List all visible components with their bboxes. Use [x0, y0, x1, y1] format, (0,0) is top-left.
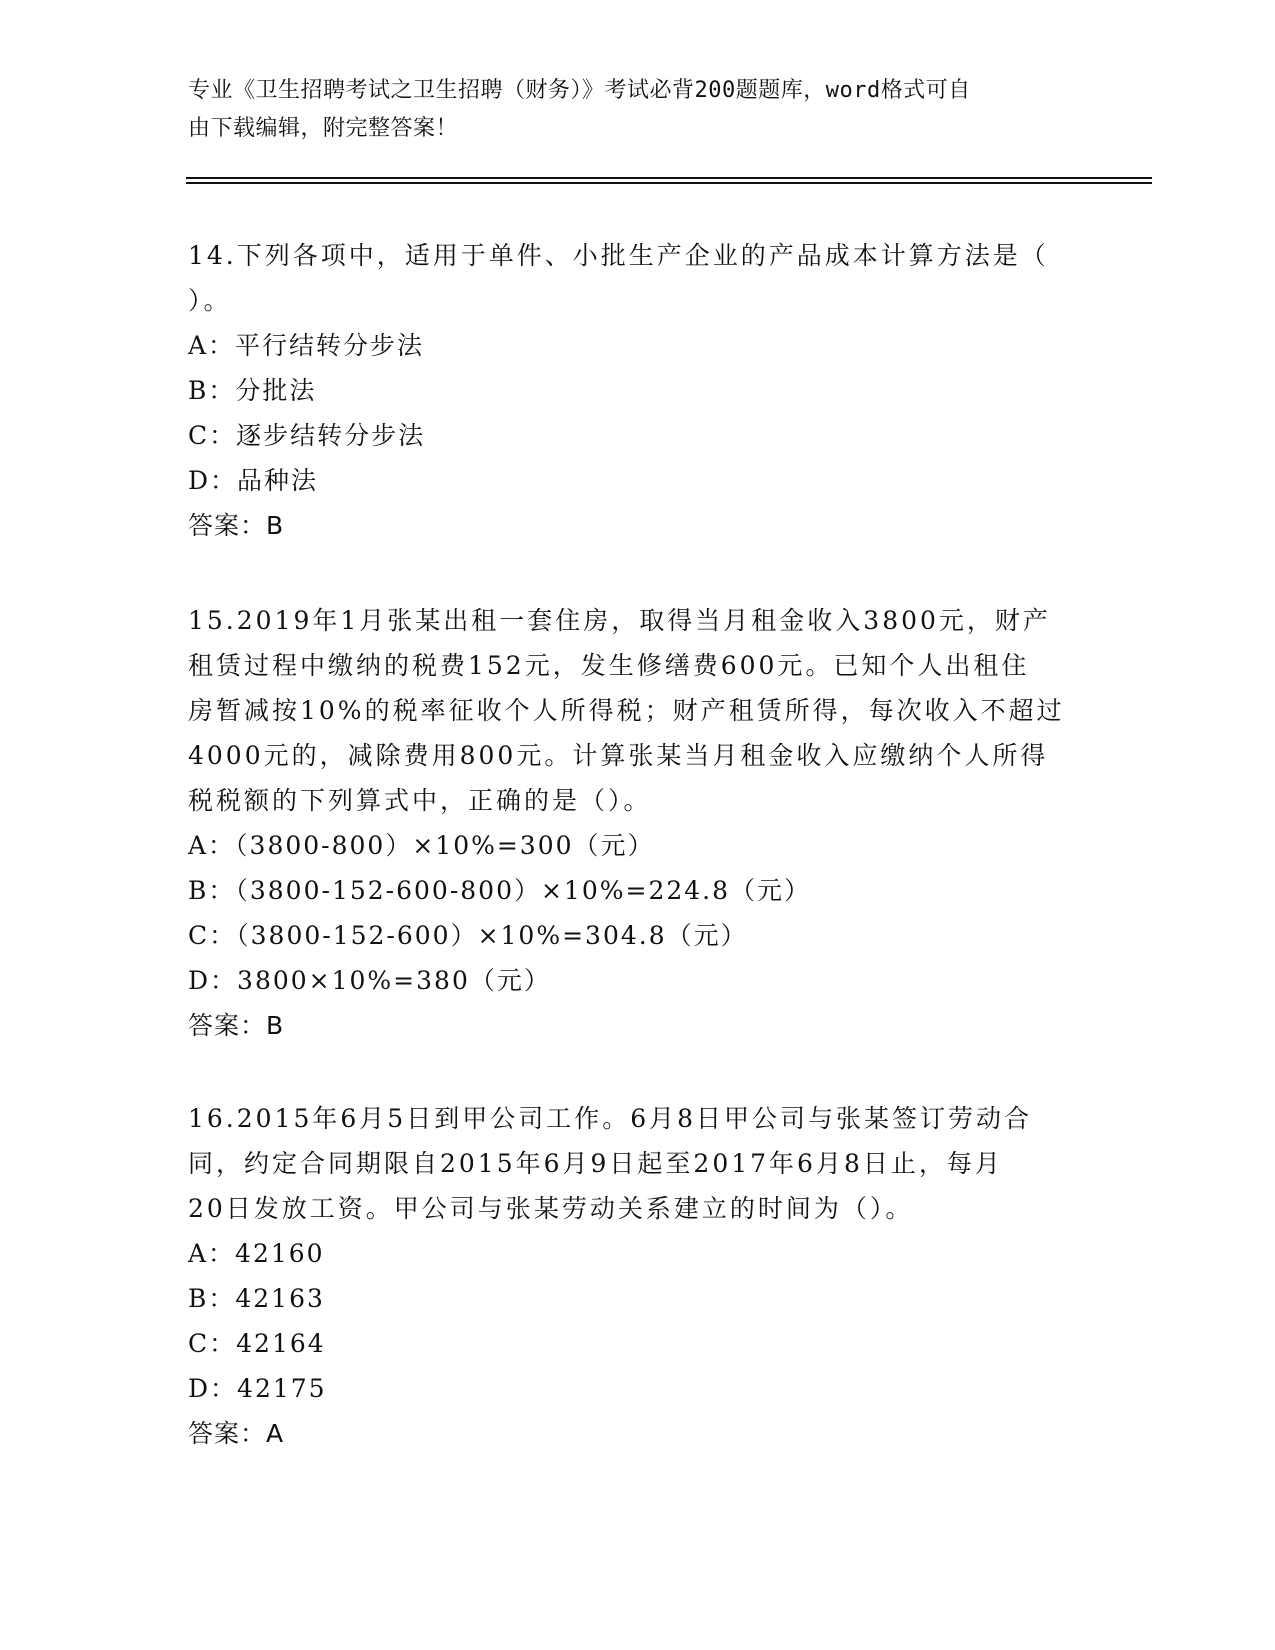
- option-b: B：分批法: [188, 376, 317, 405]
- header-divider-top: [186, 177, 1152, 179]
- answer: 答案：A: [188, 1419, 285, 1448]
- question-stem-line: ）。: [188, 286, 232, 315]
- option-a: A：平行结转分步法: [188, 331, 425, 360]
- question-stem-line: 税税额的下列算式中，正确的是（）。: [188, 786, 652, 815]
- option-a: A：（3800-800）×10%=300（元）: [188, 831, 655, 860]
- option-c: C：逐步结转分步法: [188, 421, 426, 450]
- question-stem-line: 15.2019年1月张某出租一套住房，取得当月租金收入3800元，财产: [188, 606, 1051, 635]
- option-d: D：42175: [188, 1374, 327, 1403]
- header-divider-bottom: [186, 182, 1152, 184]
- question-stem-line: 租赁过程中缴纳的税费152元，发生修缮费600元。已知个人出租住: [188, 651, 1030, 680]
- header-line-1: 专业《卫生招聘考试之卫生招聘（财务）》考试必背200题题库，word格式可自: [188, 78, 971, 103]
- option-b: B：（3800-152-600-800）×10%=224.8（元）: [188, 876, 812, 905]
- question-14: [188, 233, 1088, 548]
- header-line-2: 由下载编辑，附完整答案！: [188, 116, 459, 141]
- option-d: D：3800×10%=380（元）: [188, 966, 551, 995]
- question-stem-line: 同，约定合同期限自2015年6月9日起至2017年6月8日止，每月: [188, 1149, 1003, 1178]
- option-c: C：42164: [188, 1329, 326, 1358]
- question-stem-line: 16.2015年6月5日到甲公司工作。6月8日甲公司与张某签订劳动合: [188, 1104, 1033, 1133]
- question-stem-line: 房暂减按10%的税率征收个人所得税；财产租赁所得，每次收入不超过: [188, 696, 1065, 725]
- option-a: A：42160: [188, 1239, 325, 1268]
- option-b: B：42163: [188, 1284, 325, 1313]
- question-15: [188, 598, 1088, 1048]
- question-stem-line: 20日发放工资。甲公司与张某劳动关系建立的时间为（）。: [188, 1194, 914, 1223]
- option-d: D：品种法: [188, 466, 319, 495]
- question-stem-line: 4000元的，减除费用800元。计算张某当月租金收入应缴纳个人所得: [188, 741, 1049, 770]
- answer: 答案：B: [188, 1011, 285, 1040]
- document-header: [188, 72, 1088, 148]
- option-c: C：（3800-152-600）×10%=304.8（元）: [188, 921, 748, 950]
- question-16: [188, 1096, 1088, 1456]
- question-stem-line: 14.下列各项中，适用于单件、小批生产企业的产品成本计算方法是（: [188, 241, 1049, 270]
- answer: 答案：B: [188, 511, 285, 540]
